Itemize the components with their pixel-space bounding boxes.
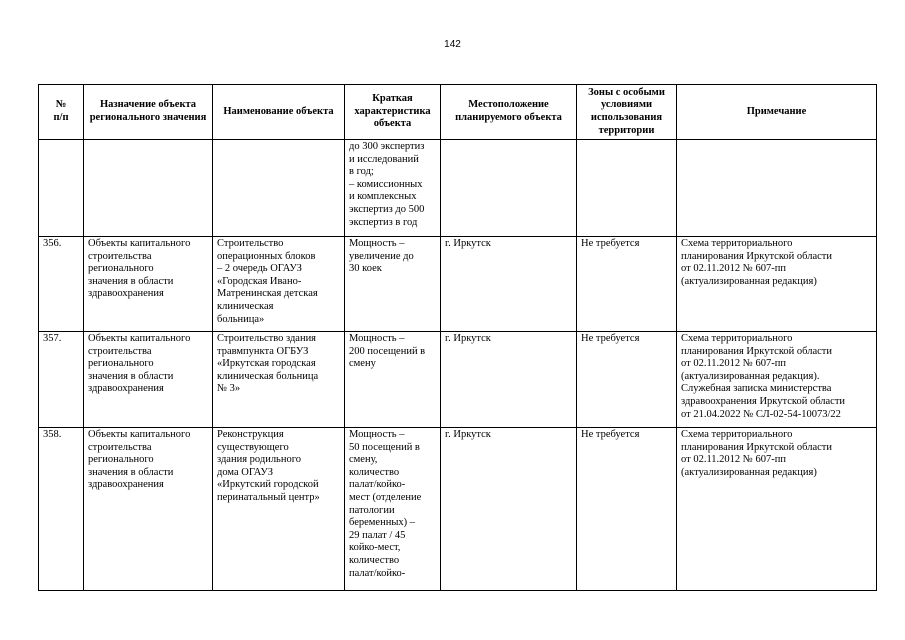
cell-number: 356.	[39, 237, 84, 332]
cell-purpose: Объекты капитального строительства регионального значения в области здравоохранения	[84, 428, 213, 591]
cell-characteristics: до 300 экспертиз и исследований в год; – комиссионных и комплексных экспертиз до 500 экспертиз в год	[345, 140, 441, 237]
cell-characteristics: Мощность – 50 посещений в смену, количество палат/койко- мест (отделение патологии беременных) – 29 палат / 45 койко-мест, количество палат/койко-	[345, 428, 441, 591]
cell-object-name: Строительство операционных блоков – 2 очередь ОГАУЗ «Городская Ивано- Матренинская детская клиническая больница»	[213, 237, 345, 332]
cell-location	[441, 140, 577, 237]
cell-location: г. Иркутск	[441, 428, 577, 591]
cell-location: г. Иркутск	[441, 237, 577, 332]
header-number: № п/п	[39, 85, 84, 140]
table-row	[39, 237, 877, 332]
table-row	[39, 140, 877, 237]
table-row	[39, 428, 877, 591]
cell-note: Схема территориального планирования Иркутской области от 02.11.2012 № 607-пп (актуализированная редакция). Служебная записка министерства здравоохранения Иркутской области от 21.04.2022 № СЛ-02-54-10073/22	[677, 332, 877, 428]
table-header	[39, 85, 877, 140]
cell-special-zones: Не требуется	[577, 237, 677, 332]
cell-note: Схема территориального планирования Иркутской области от 02.11.2012 № 607-пп (актуализированная редакция)	[677, 237, 877, 332]
header-row	[39, 85, 877, 140]
cell-number	[39, 140, 84, 237]
cell-special-zones: Не требуется	[577, 428, 677, 591]
table-row	[39, 332, 877, 428]
cell-purpose	[84, 140, 213, 237]
cell-number: 358.	[39, 428, 84, 591]
cell-note: Схема территориального планирования Иркутской области от 02.11.2012 № 607-пп (актуализированная редакция)	[677, 428, 877, 591]
cell-special-zones: Не требуется	[577, 332, 677, 428]
header-purpose: Назначение объекта регионального значения	[84, 85, 213, 140]
header-object-name: Наименование объекта	[213, 85, 345, 140]
cell-location: г. Иркутск	[441, 332, 577, 428]
cell-number: 357.	[39, 332, 84, 428]
page-number: 142	[444, 39, 461, 50]
regional-objects-table	[38, 84, 877, 591]
header-note: Примечание	[677, 85, 877, 140]
cell-note	[677, 140, 877, 237]
cell-characteristics: Мощность – 200 посещений в смену	[345, 332, 441, 428]
cell-object-name	[213, 140, 345, 237]
header-location: Местоположение планируемого объекта	[441, 85, 577, 140]
header-characteristics: Краткая характеристика объекта	[345, 85, 441, 140]
cell-purpose: Объекты капитального строительства регионального значения в области здравоохранения	[84, 332, 213, 428]
cell-special-zones	[577, 140, 677, 237]
cell-purpose: Объекты капитального строительства регионального значения в области здравоохранения	[84, 237, 213, 332]
cell-object-name: Строительство здания травмпункта ОГБУЗ «Иркутская городская клиническая больница № 3»	[213, 332, 345, 428]
header-special-zones: Зоны с особыми условиями использования территории	[577, 85, 677, 140]
cell-characteristics: Мощность – увеличение до 30 коек	[345, 237, 441, 332]
cell-object-name: Реконструкция существующего здания родильного дома ОГАУЗ «Иркутский городской перинатальный центр»	[213, 428, 345, 591]
